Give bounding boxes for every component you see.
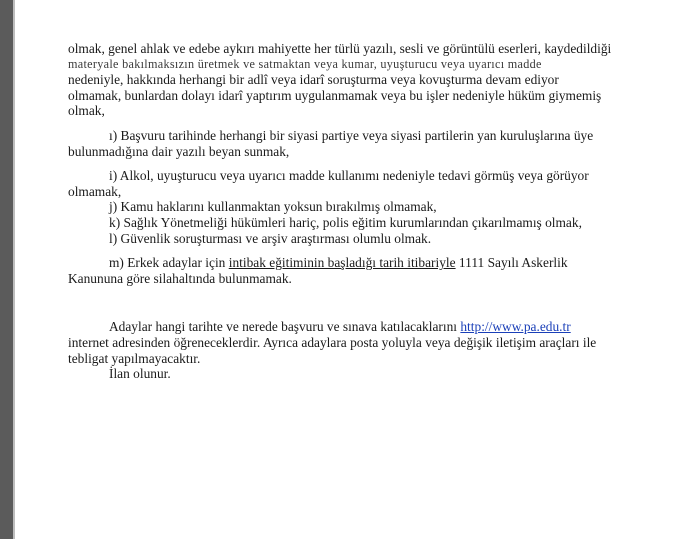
item-line: olmamak,	[68, 183, 122, 199]
item-line: Kanununa göre silahaltında bulunmamak.	[68, 270, 292, 286]
item-m-prefix: m) Erkek adaylar için	[109, 255, 229, 271]
item-line: ı) Başvuru tarihinde herhangi bir siyasi partiye veya siyasi partilerin yan kuruluşlarına üye	[109, 127, 594, 143]
document-left-edge-shadow	[13, 0, 15, 539]
intro-line: nedeniyle, hakkında herhangi bir adlî veya idarî soruşturma veya kovuşturma devam ediyor	[68, 72, 559, 88]
item-line: bulunmadığına dair yazılı beyan sunmak,	[68, 143, 290, 159]
item-line	[68, 255, 642, 271]
item-m-suffix: 1111 Sayılı Askerlik	[455, 255, 568, 271]
intro-line: olmak, genel ahlak ve edebe aykırı mahiyette her türlü yazılı, sesli ve görüntülü eserleri, kaydedildiği	[68, 41, 612, 56]
item-k: k) Sağlık Yönetmeliği hükümleri hariç, polis eğitim kurumlarından çıkarılmamış olmak,	[109, 214, 582, 230]
item-line: i) Alkol, uyuşturucu veya uyarıcı madde kullanımı nedeniyle tedavi görmüş veya görüyor	[109, 168, 589, 184]
item-j: j) Kamu haklarını kullanmaktan yoksun bırakılmış olmamak,	[109, 199, 437, 215]
closing-paragraph	[68, 319, 642, 381]
intro-line: olmamak, bunlardan dolayı idarî yaptırım uygulanmamak veya bu işler nedeniyle hüküm giymemiş	[68, 87, 602, 103]
intro-paragraph	[68, 41, 642, 119]
website-link[interactable]: http://www.pa.edu.tr	[460, 319, 571, 335]
closing-line	[68, 319, 642, 335]
closing-line: İlan olunur.	[109, 366, 171, 382]
closing-line: tebligat yapılmayacaktır.	[68, 350, 201, 366]
document-left-edge	[0, 0, 13, 539]
item-dotless-i	[68, 128, 642, 159]
item-m	[68, 255, 642, 286]
document-page	[68, 41, 642, 382]
closing-line: internet adresinden öğreneceklerdir. Ayrıca adaylara posta yoluyla veya değişik iletişim araçları ile	[68, 334, 597, 350]
item-i	[68, 168, 642, 199]
closing-text: Adaylar hangi tarihte ve nerede başvuru ve sınava katılacaklarını	[109, 319, 461, 335]
item-m-underlined: intibak eğitiminin başladığı tarih itibariyle	[228, 255, 456, 271]
intro-line: olmak,	[68, 103, 105, 119]
item-l: l) Güvenlik soruşturması ve arşiv araştırması olumlu olmak.	[109, 230, 432, 246]
intro-line: materyale bakılmaksızın üretmek ve satmaktan veya kumar, uyuşturucu veya uyarıcı madde	[68, 56, 542, 71]
